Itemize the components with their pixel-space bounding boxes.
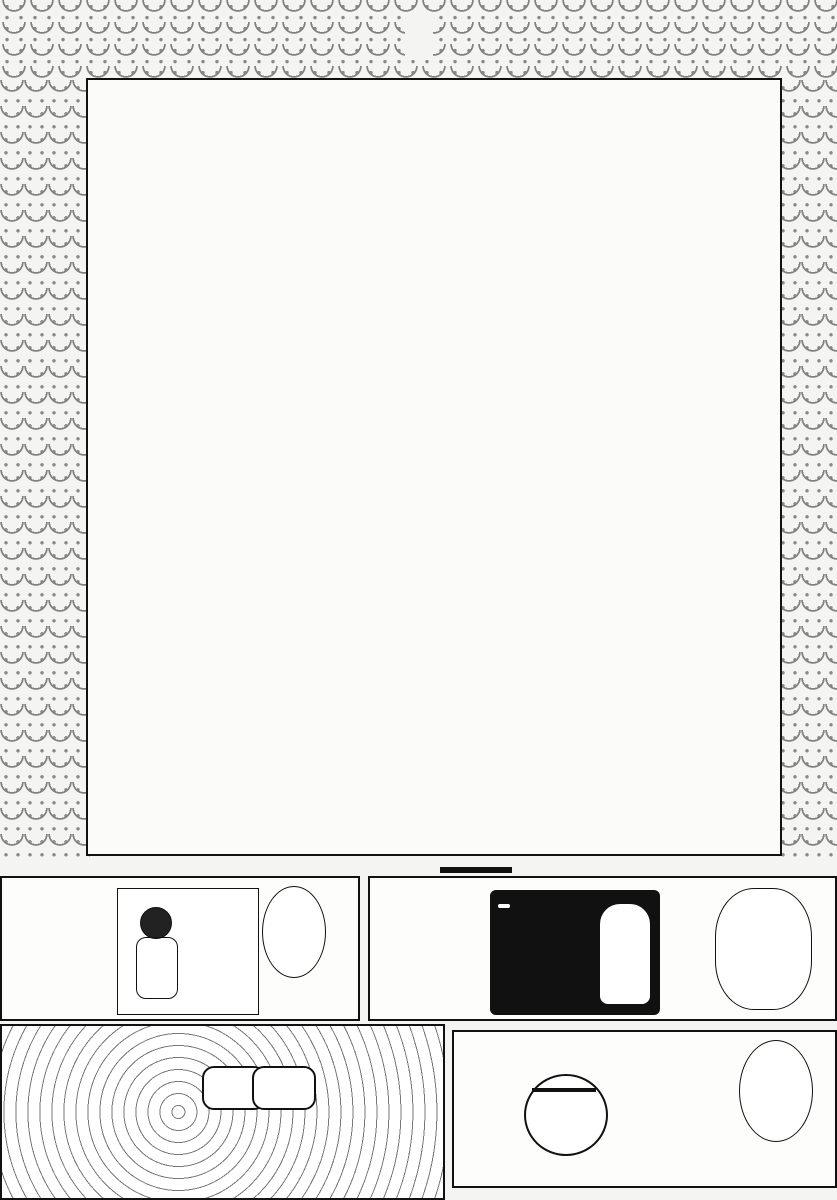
character-face (524, 1074, 608, 1156)
headband (532, 1088, 596, 1092)
panel-4-bubble (739, 1040, 813, 1142)
comic-panel-1 (0, 876, 360, 1021)
comic-panel-3 (0, 1024, 445, 1200)
poster-character (600, 904, 650, 1004)
panel-1-illustration-frame (117, 888, 259, 1015)
panel-2-poster (490, 890, 660, 1015)
character-head (140, 907, 172, 939)
glasses-right-lens (252, 1066, 316, 1110)
panel-1-bubble (262, 886, 326, 978)
lace-border-left (0, 80, 90, 860)
page-title (0, 16, 837, 60)
lace-border-right (777, 80, 837, 860)
comic-panel-2 (368, 876, 837, 1021)
works-list (86, 78, 782, 856)
poster-title (498, 904, 510, 908)
panel-2-bubble (715, 888, 812, 1010)
comic-panel-4 (452, 1030, 837, 1188)
character-body (136, 937, 178, 999)
